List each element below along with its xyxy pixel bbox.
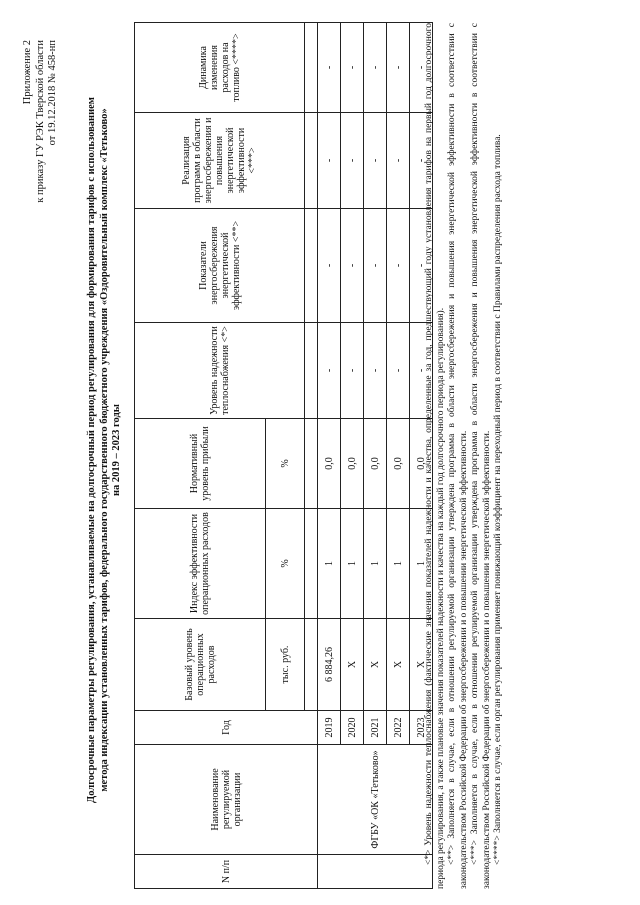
col-header-number: N п/п: [135, 855, 318, 889]
col-header-organization: Наименование регулируемой организации: [135, 745, 318, 855]
col-header-programs: Реализация программ в области энергосбережения и повышения энергетической эффективности <***>: [135, 113, 305, 209]
order-reference: к приказу ГУ РЭК Тверской области: [34, 40, 46, 203]
table-header-row: [135, 23, 266, 889]
col-header-year: Год: [135, 711, 318, 745]
footnote-fuel: <****> Заполняется в случае, если орган регулирования применяет понижающий коэффициент на переходный период в соответствии с Правилами распределения расхода топлива.: [493, 134, 503, 865]
cell-base-opex: Х: [410, 619, 433, 711]
cell-energy-saving: -: [410, 209, 433, 323]
cell-reliability: -: [318, 323, 341, 419]
appendix-header: [22, 40, 60, 203]
cell-year: 2020: [341, 711, 364, 745]
footnote-reliability: <*> Уровень надежности теплоснабжения (фактические значения показателей надежности и качества, определенные за год, предшествующий году установления тарифов на первый год долгосрочного периода регулирования, а также плановые значения показателей надежности и качества на каждый год долгосрочного периода регулирования).: [424, 23, 446, 889]
col-header-energy-saving: Показатели энергосбережения энергетической эффективности <**>: [135, 209, 305, 323]
cell-energy-saving: -: [387, 209, 410, 323]
cell-year: 2023: [410, 711, 433, 745]
cell-reliability: -: [387, 323, 410, 419]
cell-reliability: -: [341, 323, 364, 419]
cell-programs: -: [341, 113, 364, 209]
cell-year: 2019: [318, 711, 341, 745]
footnotes: [424, 23, 505, 889]
cell-number: [318, 855, 433, 889]
cell-fuel-dynamics: -: [318, 23, 341, 113]
cell-efficiency-index: 1: [318, 509, 341, 619]
cell-profit-level: 0,0: [410, 419, 433, 509]
cell-year: 2022: [387, 711, 410, 745]
cell-fuel-dynamics: -: [410, 23, 433, 113]
col-header-profit-level: Нормативный уровень прибыли: [135, 419, 266, 509]
cell-year: 2021: [364, 711, 387, 745]
unit-base-opex: тыс. руб.: [266, 619, 305, 711]
cell-profit-level: 0,0: [364, 419, 387, 509]
cell-profit-level: 0,0: [318, 419, 341, 509]
cell-efficiency-index: 1: [387, 509, 410, 619]
col-header-efficiency-index: Индекс эффективности операционных расходов: [135, 509, 266, 619]
cell-programs: -: [364, 113, 387, 209]
unit-efficiency-index: %: [266, 509, 305, 619]
parameters-table: [134, 22, 433, 889]
appendix-number: Приложение 2: [22, 40, 33, 105]
cell-programs: -: [410, 113, 433, 209]
unit-profit-level: %: [266, 419, 305, 509]
cell-reliability: -: [364, 323, 387, 419]
cell-efficiency-index: 1: [410, 509, 433, 619]
cell-fuel-dynamics: -: [387, 23, 410, 113]
cell-efficiency-index: 1: [341, 509, 364, 619]
col-header-base-opex: Базовый уровень операционных расходов: [135, 619, 266, 711]
cell-efficiency-index: 1: [364, 509, 387, 619]
cell-reliability: -: [410, 323, 433, 419]
footnote-energy-saving: <**> Заполняется в случае, если в отношении регулируемой организации утверждена программа в области энергосбережения и повышения энергетической эффективности в соответствии с законодательством Российской Федерации об энергосбережении и о повышении энергетической эффективности.: [447, 23, 469, 889]
cell-base-opex: Х: [364, 619, 387, 711]
cell-organization: ФГБУ «ОК «Тетьково»: [318, 745, 433, 855]
cell-energy-saving: -: [318, 209, 341, 323]
cell-profit-level: 0,0: [341, 419, 364, 509]
cell-programs: -: [387, 113, 410, 209]
footnote-programs: <***> Заполняется в случае, если в отношении регулируемой организации утверждена программа в области энергосбережения и повышения энергетической эффективности в соответствии с законодательством Российской Федерации об энергосбережении и о повышении энергетической эффективности.: [470, 23, 492, 889]
order-date: от 19.12.2018 № 458-нп: [47, 40, 58, 146]
cell-base-opex: Х: [341, 619, 364, 711]
title-line-3: на 2019 – 2023 годы: [111, 404, 122, 497]
cell-base-opex: Х: [387, 619, 410, 711]
cell-base-opex: 6 884,26: [318, 619, 341, 711]
cell-profit-level: 0,0: [387, 419, 410, 509]
table-row: [318, 23, 341, 889]
cell-programs: -: [318, 113, 341, 209]
cell-fuel-dynamics: -: [364, 23, 387, 113]
title-line-2: метода индексации установленных тарифов, федерального государственного бюджетного учреждения «Оздоровительный комплекс «Тетьково»: [98, 108, 110, 792]
document-title: [86, 55, 124, 845]
cell-energy-saving: -: [341, 209, 364, 323]
cell-energy-saving: -: [364, 209, 387, 323]
cell-fuel-dynamics: -: [341, 23, 364, 113]
col-header-reliability: Уровень надежности теплоснабжения <*>: [135, 323, 305, 419]
title-line-1: Долгосрочные параметры регулирования, устанавливаемые на долгосрочный период регулирования для формирования тарифов с использованием: [86, 97, 97, 803]
col-header-fuel-dynamics: Динамика изменения расходов на топливо <****>: [135, 23, 305, 113]
